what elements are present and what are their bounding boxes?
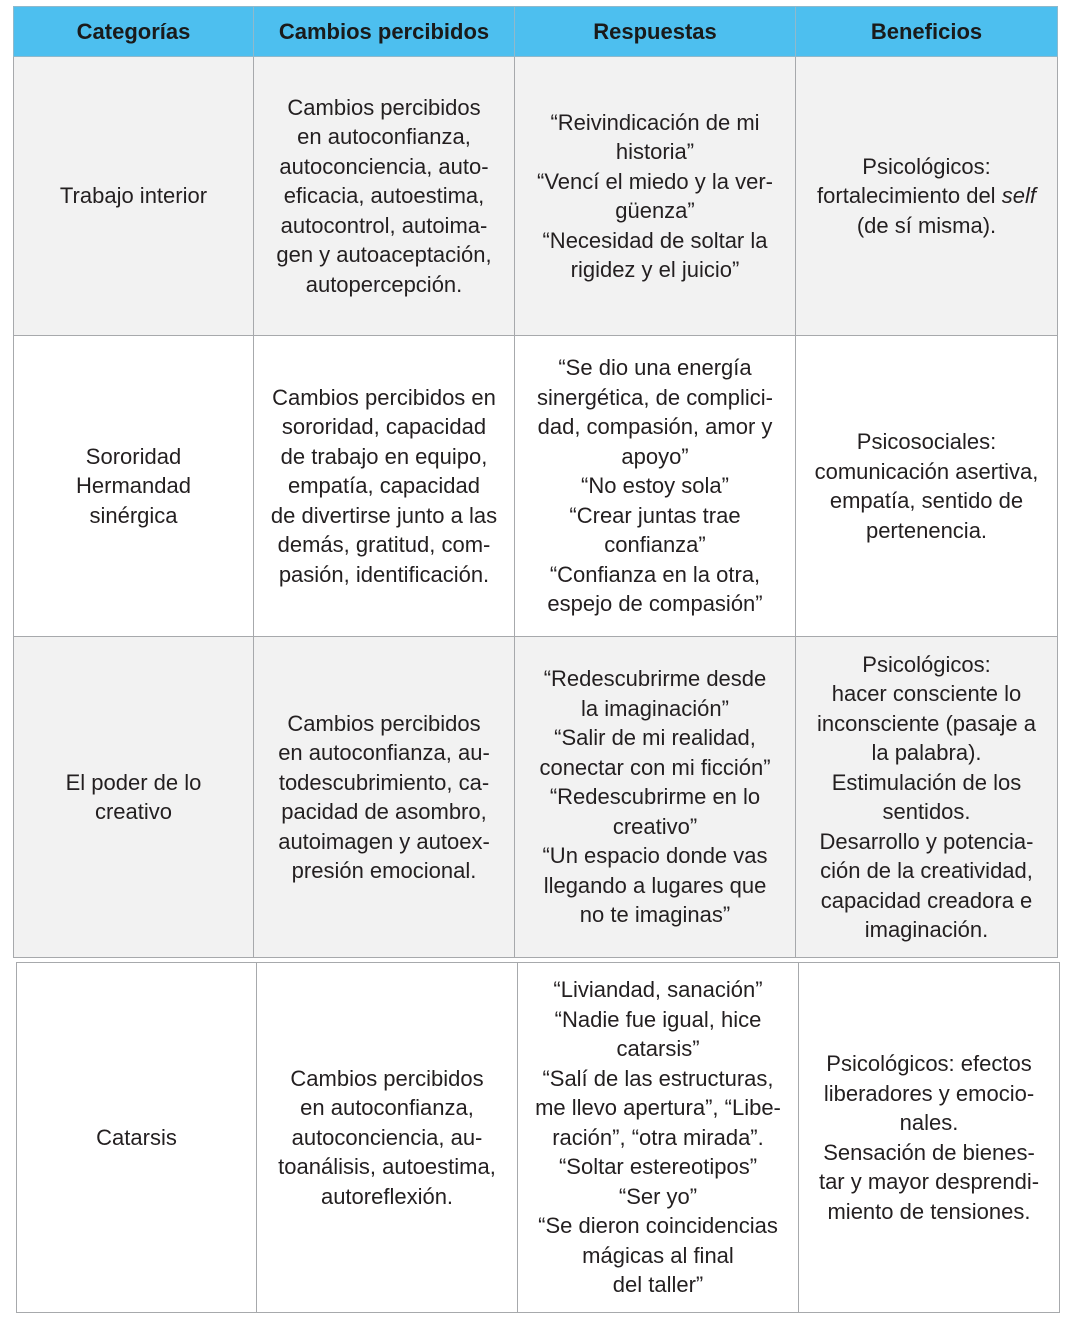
respuestas-line: creativo” (612, 813, 698, 839)
respuestas-cell (518, 963, 799, 1313)
beneficios-cell (799, 963, 1060, 1313)
respuestas-line: “Reivindicación de mi (550, 109, 760, 135)
beneficios-line: imaginación. (864, 917, 989, 942)
beneficios-line: Sensación de bienes- (823, 1139, 1035, 1165)
respuestas-line: “Redescubrirme desde (543, 666, 767, 692)
beneficios-line: nales. (899, 1110, 959, 1135)
respuestas-line: conectar con mi ficción” (539, 754, 771, 780)
cambios-line: presión emocional. (291, 858, 477, 883)
categoria-line: Catarsis (96, 1124, 177, 1150)
cambios-line: pasión, identificación. (278, 561, 490, 587)
beneficios-line (806, 181, 1047, 211)
respuestas-line: historia” (615, 139, 695, 164)
respuestas-line: del taller” (612, 1272, 704, 1298)
respuestas-line: catarsis” (616, 1036, 700, 1062)
cambios-line: empatía, capacidad (287, 473, 481, 499)
respuestas-line: mágicas al final (582, 1242, 734, 1268)
cambios-line: autoimagen y autoex- (278, 828, 490, 854)
respuestas-line: llegando a lugares que (543, 872, 767, 898)
header-categorias: Categorías (14, 7, 254, 57)
respuestas-line: la imaginación” (581, 695, 729, 721)
beneficios-italic-self: self (1001, 183, 1036, 209)
beneficios-line: sentidos. (882, 799, 971, 824)
beneficios-line: Psicosociales: (856, 429, 997, 454)
respuestas-line: “Soltar estereotipos” (558, 1154, 758, 1180)
respuestas-line: “No estoy sola” (581, 473, 729, 499)
beneficios-line: Desarrollo y potencia- (819, 828, 1034, 854)
respuestas-line: me llevo apertura”, “Libe- (535, 1095, 781, 1121)
categoria-cell (14, 57, 254, 336)
beneficios-line: hacer consciente lo (831, 681, 1022, 706)
cambios-line: autopercepción. (305, 271, 463, 297)
cambios-line: de divertirse junto a las (270, 502, 498, 528)
beneficios-line: Psicológicos: (862, 153, 991, 179)
table-header-row (14, 7, 1058, 57)
cambios-line: de trabajo en equipo, (280, 443, 488, 469)
cambios-line: gen y autoaceptación, (276, 242, 492, 268)
cambios-line: sororidad, capacidad (281, 414, 487, 440)
cambios-line: autocontrol, autoima- (280, 212, 488, 238)
beneficios-line: capacidad creadora e (820, 887, 1033, 913)
respuestas-line: “Se dieron coincidencias (538, 1213, 778, 1239)
categoria-line: Trabajo interior (59, 183, 208, 209)
respuestas-line: sinergética, de complici- (537, 384, 773, 410)
table-row-sororidad (14, 336, 1058, 637)
respuestas-line: no te imaginas” (579, 902, 731, 928)
respuestas-line: “Confianza en la otra, (549, 561, 761, 587)
cambios-line: Cambios percibidos (287, 94, 481, 120)
respuestas-line: dad, compasión, amor y (537, 414, 773, 440)
beneficios-line: empatía, sentido de (829, 488, 1024, 513)
respuestas-line: rigidez y el juicio” (570, 257, 740, 282)
header-cambios: Cambios percibidos (254, 7, 515, 57)
categoria-line: El poder de lo (65, 769, 202, 795)
cambios-line: autoconciencia, auto- (279, 153, 489, 179)
respuestas-line: “Ser yo” (618, 1183, 698, 1209)
cambios-cell (257, 963, 518, 1313)
categoria-cell (17, 963, 257, 1313)
respuestas-line: “Liviandad, sanación” (553, 977, 763, 1003)
respuestas-line: “Crear juntas trae (569, 502, 741, 528)
cambios-line: todescubrimiento, ca- (278, 769, 490, 795)
beneficios-line: inconsciente (pasaje a (817, 710, 1036, 736)
cambios-line: en autoconfianza, (300, 1095, 474, 1121)
respuestas-line: “Se dio una energía (558, 355, 752, 381)
categoria-line: Sororidad (85, 443, 182, 469)
header-beneficios: Beneficios (796, 7, 1058, 57)
beneficios-line: (de sí misma). (856, 212, 997, 238)
beneficios-line: Psicológicos: efectos (826, 1051, 1032, 1076)
beneficios-line: pertenencia. (865, 517, 988, 543)
cambios-line: Cambios percibidos (287, 710, 481, 736)
beneficios-line: ción de la creatividad, (820, 858, 1033, 883)
categories-table (13, 6, 1058, 958)
table-row-trabajo-interior (14, 57, 1058, 336)
respuestas-line: güenza” (615, 198, 695, 223)
categoria-cell (14, 336, 254, 637)
categories-table-continued (16, 962, 1060, 1313)
beneficios-line: tar y mayor desprendi- (818, 1169, 1040, 1194)
cambios-line: en autoconfianza, au- (278, 740, 490, 765)
cambios-line: demás, gratitud, com- (277, 532, 491, 558)
cambios-cell (254, 57, 515, 336)
cambios-line: Cambios percibidos en (272, 384, 496, 410)
cambios-cell (254, 336, 515, 637)
respuestas-line: “Vencí el miedo y la ver- (537, 168, 773, 194)
respuestas-cell (515, 637, 796, 958)
categoria-line: sinérgica (89, 502, 178, 528)
respuestas-line: “Necesidad de soltar la (542, 227, 768, 253)
beneficios-line: comunicación asertiva, (814, 458, 1039, 484)
beneficios-text: fortalecimiento del (817, 183, 996, 209)
categoria-line: Hermandad (76, 473, 191, 499)
respuestas-line: espejo de compasión” (547, 591, 763, 617)
table-row-poder-creativo (14, 637, 1058, 958)
cambios-line: Cambios percibidos (290, 1065, 484, 1091)
beneficios-cell (796, 57, 1058, 336)
cambios-line: eficacia, autoestima, (283, 183, 485, 209)
beneficios-line: Estimulación de los (831, 769, 1022, 795)
respuestas-line: “Salí de las estructuras, (542, 1065, 774, 1091)
cambios-line: toanálisis, autoestima, (278, 1154, 496, 1180)
respuestas-line: confianza” (604, 532, 706, 558)
respuestas-line: apoyo” (621, 443, 689, 469)
beneficios-cell (796, 336, 1058, 637)
categoria-cell (14, 637, 254, 958)
table-row-catarsis (17, 963, 1060, 1313)
beneficios-cell (796, 637, 1058, 958)
beneficios-line: liberadores y emocio- (823, 1080, 1035, 1106)
respuestas-line: “Un espacio donde vas (542, 843, 768, 869)
cambios-line: en autoconfianza, (297, 124, 471, 150)
respuestas-line: “Redescubrirme en lo (549, 784, 761, 810)
cambios-cell (254, 637, 515, 958)
respuestas-line: “Salir de mi realidad, (554, 725, 756, 751)
beneficios-line: la palabra). (871, 740, 982, 765)
respuestas-line: “Nadie fue igual, hice (554, 1006, 762, 1032)
cambios-line: autoreflexión. (320, 1183, 454, 1209)
cambios-line: autoconciencia, au- (291, 1124, 483, 1150)
beneficios-line: miento de tensiones. (827, 1198, 1031, 1224)
cambios-line: pacidad de asombro, (281, 799, 487, 824)
respuestas-cell (515, 336, 796, 637)
header-respuestas: Respuestas (515, 7, 796, 57)
respuestas-line: ración”, “otra mirada”. (552, 1124, 764, 1150)
categoria-line: creativo (94, 799, 173, 824)
respuestas-cell (515, 57, 796, 336)
beneficios-line: Psicológicos: (862, 651, 991, 677)
